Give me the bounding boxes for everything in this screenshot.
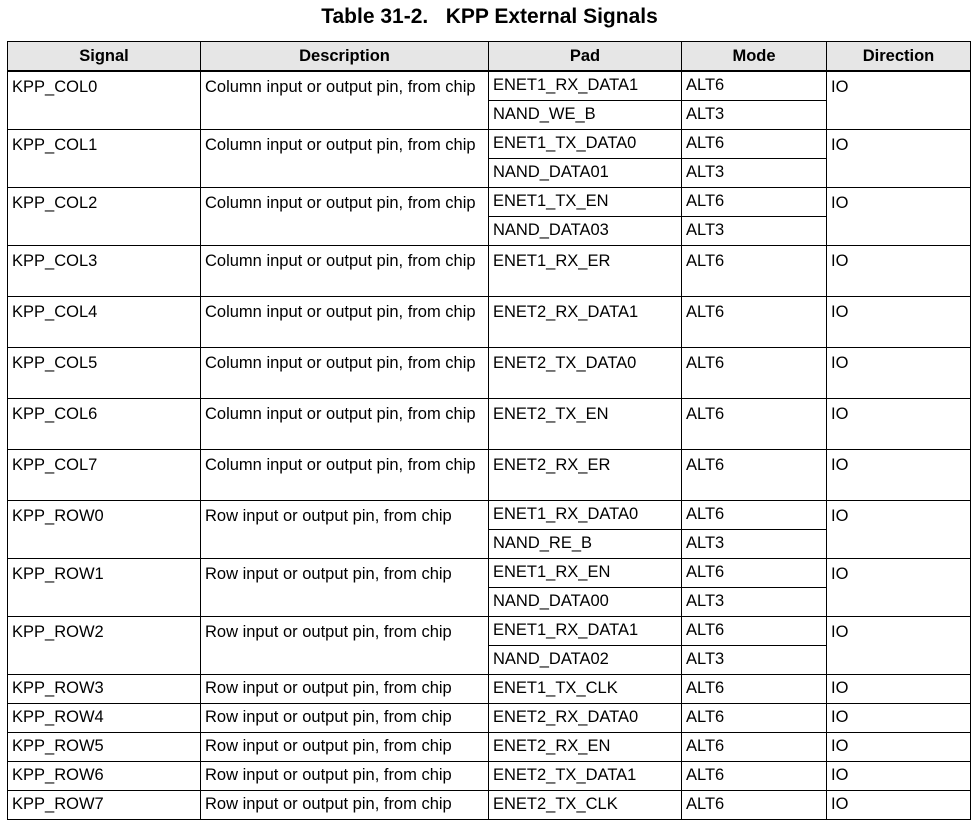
kpp-signals-table: [7, 41, 971, 820]
cell-mode: ALT6: [682, 187, 827, 216]
cell-pad: ENET2_TX_DATA1: [489, 761, 682, 790]
cell-mode: ALT3: [682, 216, 827, 245]
cell-mode: ALT3: [682, 158, 827, 187]
cell-pad: ENET2_TX_DATA0: [489, 347, 682, 398]
cell-signal: KPP_COL5: [8, 347, 201, 398]
cell-signal: KPP_COL1: [8, 129, 201, 187]
cell-direction: IO: [827, 703, 971, 732]
cell-pad: ENET1_RX_DATA0: [489, 500, 682, 529]
cell-pad: ENET1_RX_EN: [489, 558, 682, 587]
table-row: [8, 187, 971, 216]
table-row: [8, 616, 971, 645]
table-row: [8, 790, 971, 819]
cell-mode: ALT3: [682, 100, 827, 129]
cell-description: Column input or output pin, from chip: [201, 347, 489, 398]
cell-pad: NAND_DATA01: [489, 158, 682, 187]
cell-direction: IO: [827, 674, 971, 703]
cell-direction: IO: [827, 500, 971, 558]
cell-signal: KPP_COL3: [8, 245, 201, 296]
cell-description: Column input or output pin, from chip: [201, 296, 489, 347]
table-caption: Table 31-2. KPP External Signals: [321, 5, 658, 28]
table-row: [8, 296, 971, 347]
cell-pad: NAND_WE_B: [489, 100, 682, 129]
cell-signal: KPP_ROW0: [8, 500, 201, 558]
cell-mode: ALT6: [682, 790, 827, 819]
cell-signal: KPP_COL7: [8, 449, 201, 500]
cell-direction: IO: [827, 187, 971, 245]
cell-direction: IO: [827, 398, 971, 449]
cell-pad: NAND_DATA03: [489, 216, 682, 245]
cell-description: Column input or output pin, from chip: [201, 449, 489, 500]
cell-signal: KPP_ROW4: [8, 703, 201, 732]
cell-description: Row input or output pin, from chip: [201, 674, 489, 703]
cell-description: Column input or output pin, from chip: [201, 129, 489, 187]
cell-mode: ALT6: [682, 296, 827, 347]
cell-description: Column input or output pin, from chip: [201, 245, 489, 296]
header-description: Description: [201, 42, 489, 72]
cell-signal: KPP_ROW1: [8, 558, 201, 616]
cell-mode: ALT6: [682, 558, 827, 587]
cell-description: Row input or output pin, from chip: [201, 616, 489, 674]
cell-signal: KPP_ROW6: [8, 761, 201, 790]
table-row: [8, 245, 971, 296]
cell-description: Column input or output pin, from chip: [201, 187, 489, 245]
cell-direction: IO: [827, 449, 971, 500]
table-row: [8, 703, 971, 732]
header-signal: Signal: [8, 42, 201, 72]
cell-pad: ENET2_RX_DATA1: [489, 296, 682, 347]
cell-signal: KPP_COL0: [8, 71, 201, 129]
cell-pad: ENET1_RX_ER: [489, 245, 682, 296]
cell-description: Row input or output pin, from chip: [201, 790, 489, 819]
cell-signal: KPP_COL2: [8, 187, 201, 245]
cell-description: Row input or output pin, from chip: [201, 761, 489, 790]
cell-signal: KPP_ROW2: [8, 616, 201, 674]
cell-direction: IO: [827, 558, 971, 616]
table-row: [8, 71, 971, 100]
cell-signal: KPP_ROW3: [8, 674, 201, 703]
cell-direction: IO: [827, 790, 971, 819]
cell-pad: ENET2_RX_EN: [489, 732, 682, 761]
cell-mode: ALT6: [682, 616, 827, 645]
cell-signal: KPP_COL6: [8, 398, 201, 449]
header-mode: Mode: [682, 42, 827, 72]
cell-pad: ENET2_TX_EN: [489, 398, 682, 449]
header-direction: Direction: [827, 42, 971, 72]
table-row: [8, 398, 971, 449]
cell-mode: ALT6: [682, 703, 827, 732]
cell-mode: ALT6: [682, 398, 827, 449]
table-header-row: [8, 42, 971, 72]
cell-description: Row input or output pin, from chip: [201, 732, 489, 761]
cell-mode: ALT6: [682, 674, 827, 703]
cell-pad: ENET1_TX_CLK: [489, 674, 682, 703]
cell-signal: KPP_ROW7: [8, 790, 201, 819]
cell-mode: ALT6: [682, 347, 827, 398]
cell-signal: KPP_COL4: [8, 296, 201, 347]
cell-pad: ENET1_RX_DATA1: [489, 616, 682, 645]
cell-mode: ALT6: [682, 449, 827, 500]
table-row: [8, 129, 971, 158]
cell-mode: ALT3: [682, 529, 827, 558]
table-row: [8, 674, 971, 703]
table-body: [8, 71, 971, 819]
cell-pad: NAND_DATA00: [489, 587, 682, 616]
cell-signal: KPP_ROW5: [8, 732, 201, 761]
cell-direction: IO: [827, 732, 971, 761]
cell-pad: ENET1_RX_DATA1: [489, 71, 682, 100]
cell-direction: IO: [827, 347, 971, 398]
table-row: [8, 558, 971, 587]
table-row: [8, 449, 971, 500]
cell-mode: ALT3: [682, 645, 827, 674]
cell-mode: ALT3: [682, 587, 827, 616]
cell-mode: ALT6: [682, 761, 827, 790]
cell-description: Column input or output pin, from chip: [201, 71, 489, 129]
table-row: [8, 732, 971, 761]
cell-description: Column input or output pin, from chip: [201, 398, 489, 449]
cell-mode: ALT6: [682, 129, 827, 158]
cell-direction: IO: [827, 761, 971, 790]
cell-description: Row input or output pin, from chip: [201, 500, 489, 558]
cell-direction: IO: [827, 245, 971, 296]
cell-description: Row input or output pin, from chip: [201, 558, 489, 616]
cell-pad: NAND_DATA02: [489, 645, 682, 674]
cell-mode: ALT6: [682, 71, 827, 100]
cell-pad: ENET2_TX_CLK: [489, 790, 682, 819]
cell-direction: IO: [827, 71, 971, 129]
cell-pad: ENET2_RX_ER: [489, 449, 682, 500]
cell-pad: NAND_RE_B: [489, 529, 682, 558]
cell-pad: ENET2_RX_DATA0: [489, 703, 682, 732]
cell-direction: IO: [827, 296, 971, 347]
cell-description: Row input or output pin, from chip: [201, 703, 489, 732]
table-row: [8, 347, 971, 398]
cell-pad: ENET1_TX_DATA0: [489, 129, 682, 158]
cell-mode: ALT6: [682, 500, 827, 529]
cell-mode: ALT6: [682, 732, 827, 761]
cell-mode: ALT6: [682, 245, 827, 296]
header-pad: Pad: [489, 42, 682, 72]
cell-direction: IO: [827, 129, 971, 187]
table-row: [8, 761, 971, 790]
cell-direction: IO: [827, 616, 971, 674]
table-row: [8, 500, 971, 529]
cell-pad: ENET1_TX_EN: [489, 187, 682, 216]
